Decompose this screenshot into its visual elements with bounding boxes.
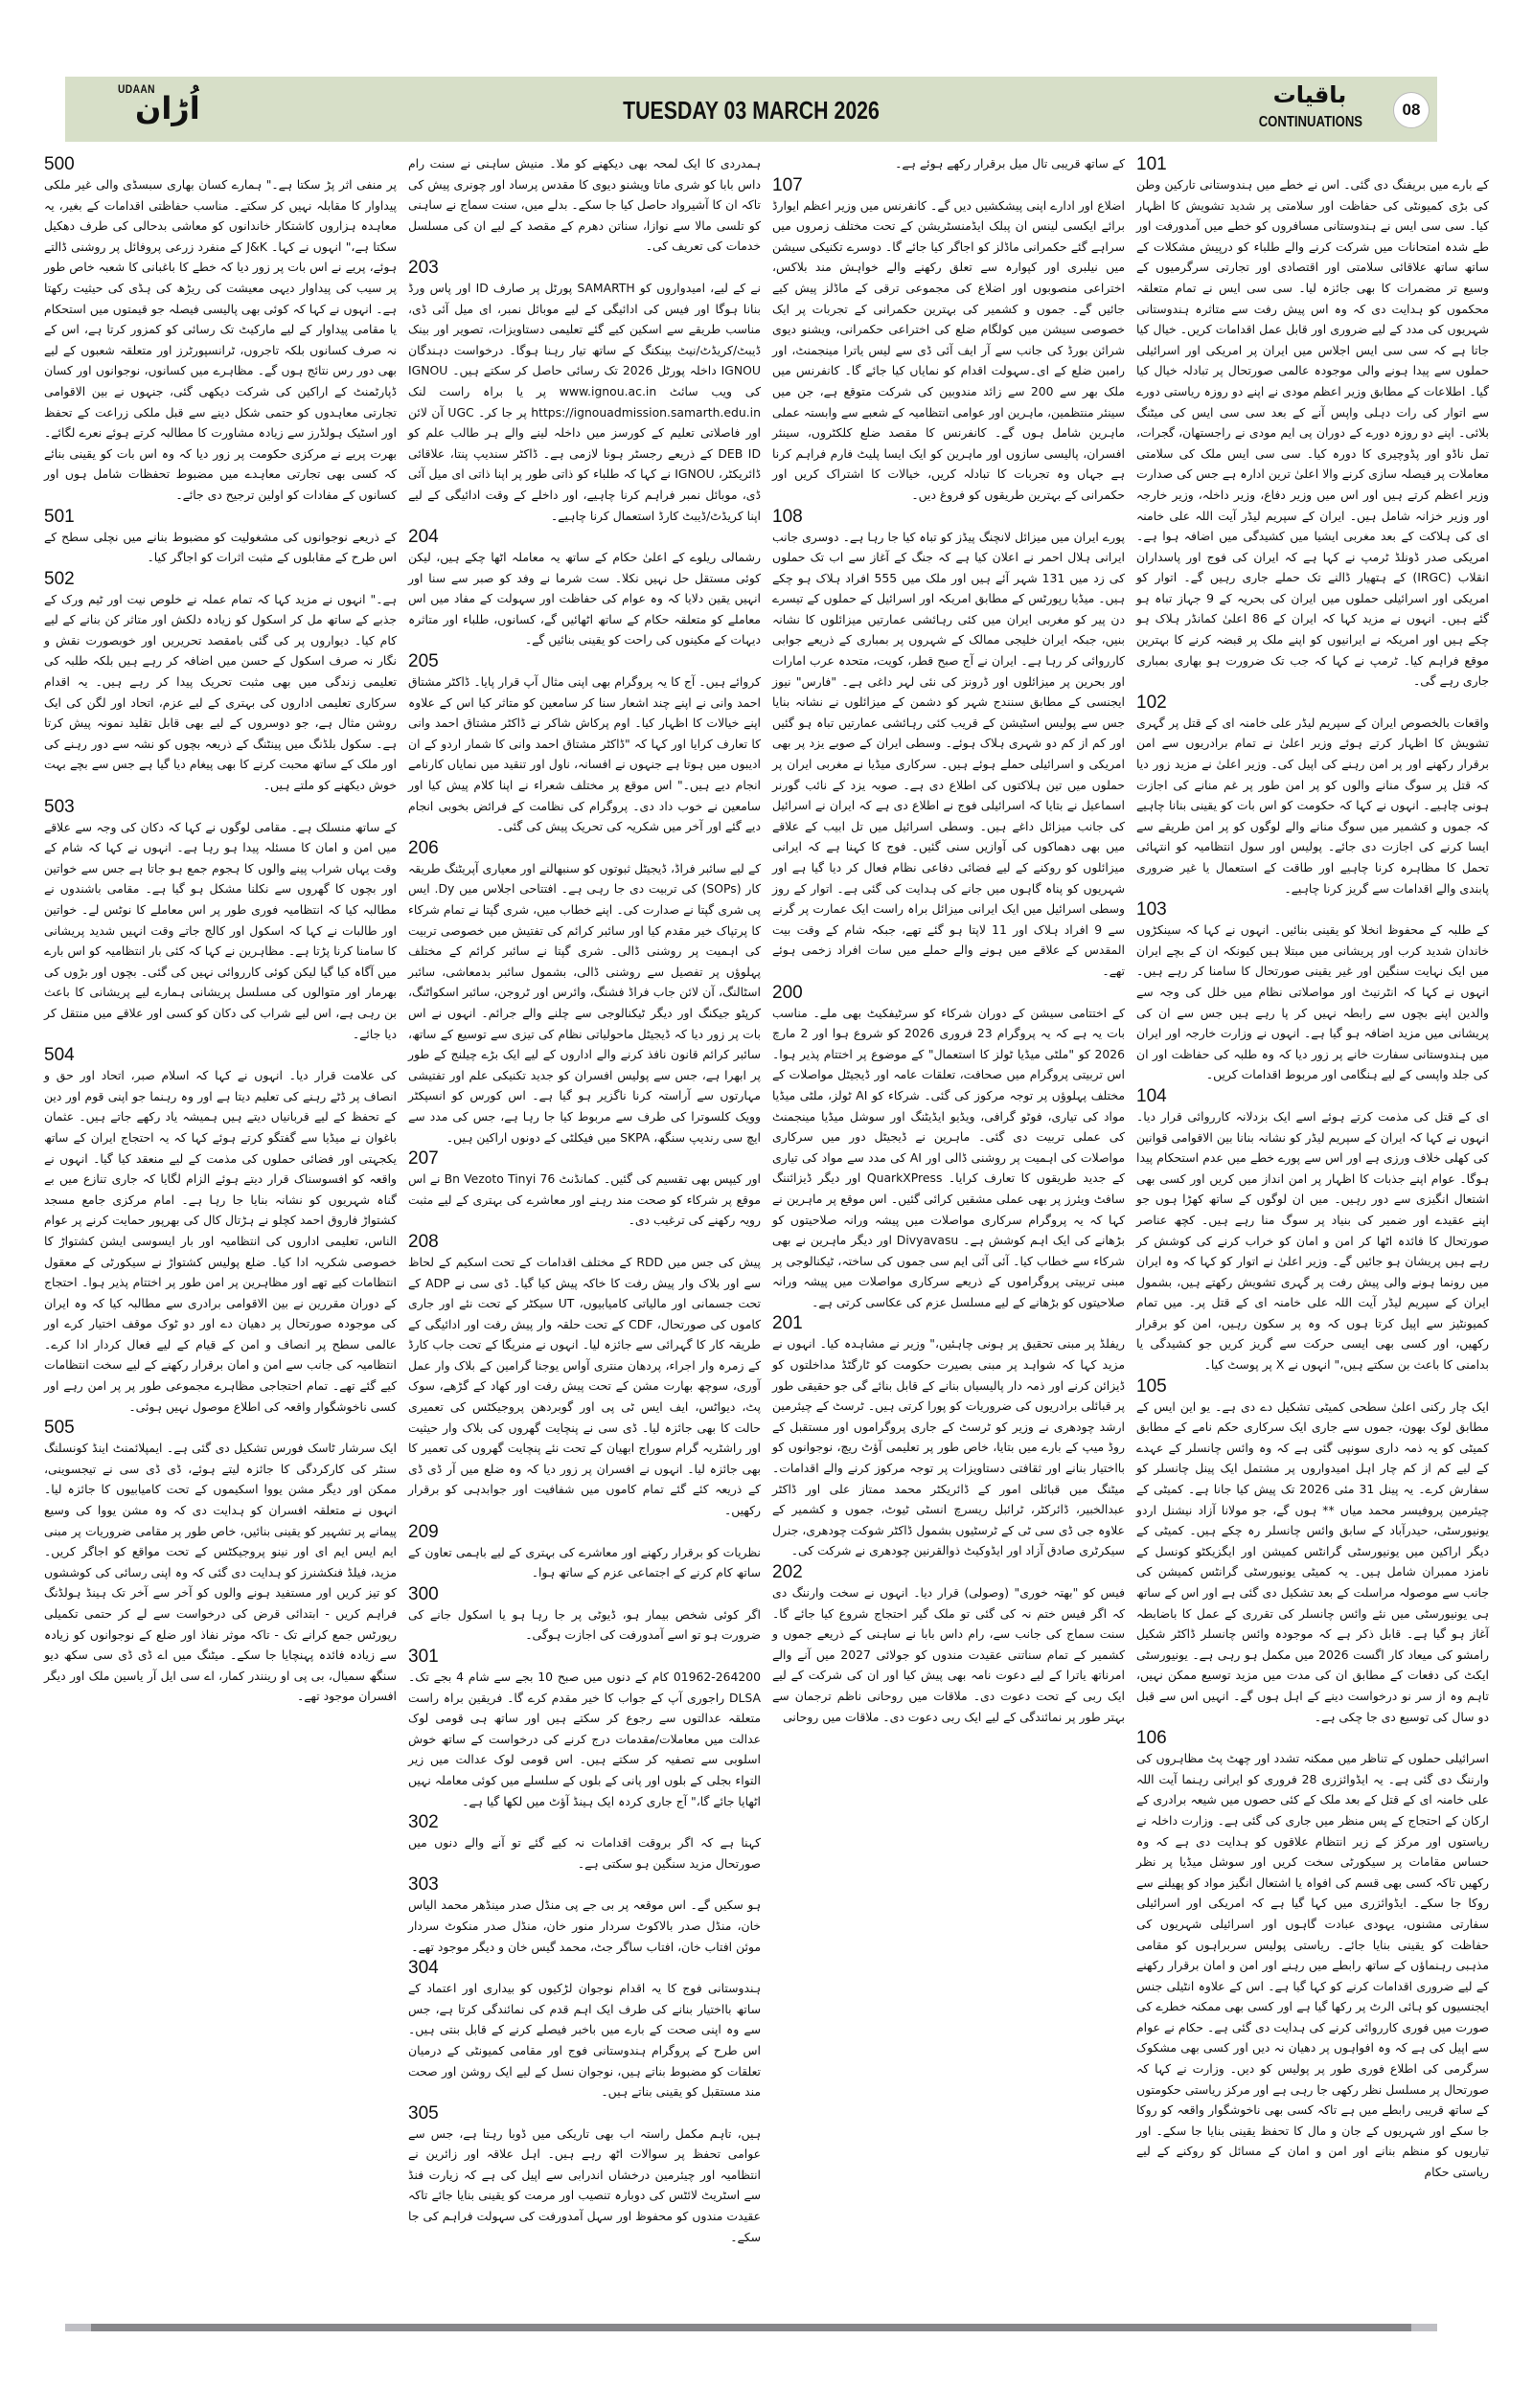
continuation-text: اسرائیلی حملوں کے تناظر میں ممکنہ تشدد اور چھٹ پٹ مظاہروں کی وارننگ دی گئی ہے۔ یہ ایڈوائزری 28 فروری کو ایرانی رہنما آیت اللہ علی خامنہ ای کے قتل کے بعد ملک کے کئی حصوں میں شیعہ برادری کے ارکان کے احتجاج کے پس منظر میں جاری کی گئی ہے۔ وزارت داخلہ نے ریاستوں اور مرکز کے زیر انتظام علاقوں کو ہدایت دی ہے کہ وہ حساس مقامات پر سیکورٹی سخت کریں اور سوشل میڈیا پر نظر رکھیں تاکہ کسی بھی قسم کی افواہ یا اشتعال انگیز مواد کو پھیلنے سے روکا جا سکے۔ ایڈوائزری میں کہا گیا ہے کہ امریکی اور اسرائیلی سفارتی مشنوں، یہودی عبادت گاہوں اور اسرائیلی شہریوں کی حفاظت کو یقینی بنایا جائے۔ ریاستی پولیس سربراہوں کو مقامی مذہبی رہنماؤں کے ساتھ رابطے میں رہنے اور امن و امان برقرار رکھنے کے لیے ضروری اقدامات کرنے کو کہا گیا ہے۔ اس کے علاوہ انٹیلی جنس ایجنسیوں کو ہائی الرٹ پر رکھا گیا ہے اور کسی بھی ممکنہ خطرے کی صورت میں فوری کارروائی کرنے کی ہدایت دی گئی ہے۔ حکام نے عوام سے اپیل کی ہے کہ وہ افواہوں پر دھیان نہ دیں اور کسی بھی مشکوک سرگرمی کی اطلاع فوری طور پر پولیس کو دیں۔ وزارت نے کہا کہ صورتحال پر مسلسل نظر رکھی جا رہی ہے اور مرکز ریاستی حکومتوں کے ساتھ قریبی رابطے میں ہے تاکہ کسی بھی ناخوشگوار واقعہ کو روکا جا سکے اور شہریوں کے جان و مال کا تحفظ یقینی بنایا جا سکے۔ اور تیاریوں کو منظم بنانے اور امن و امان کے مسائل کو روکنے کے لیے ریاستی حکام [1136,1751,1489,2180]
continuation-number: 302 [408,1812,439,1833]
continuation-text: کہنا ہے کہ اگر بروقت اقدامات نہ کیے گئے تو آنے والے دنوں میں صورتحال مزید سنگین ہو سکتی ہے۔ [408,1835,761,1871]
continuation-text: اگر کوئی شخص بیمار ہو، ڈیوٹی پر جا رہا ہو یا اسکول جانے کی ضرورت ہو تو اسے آمدورفت کی اجازت ہوگی۔ [408,1606,761,1643]
continuation-text: ریفلڈ پر مبنی تحقیق پر ہونی چاہئیں،" وزیر نے مشاہدہ کیا۔ انہوں نے مزید کہا کہ شواہد پر مبنی بصیرت حکومت کو ٹارگٹڈ مداخلتوں کو ڈیزائن کرنے اور ذمہ دار پالیسیاں بنانے کے قابل بنائے گی جو حقیقی طور پر قبائلی برادریوں کی ضروریات کو پورا کرتی ہیں۔ ٹرسٹ کے چیئرمین ارشد چودھری نے وزیر کو ٹرسٹ کے جاری پروگراموں اور مستقبل کے روڈ میپ کے بارے میں بتایا، خاص طور پر تعلیمی آؤٹ ریچ، نوجوانوں کو بااختیار بنانے اور ثقافتی دستاویزات پر توجہ مرکوز کرنے والے اقدامات۔ میٹنگ میں قبائلی امور کے ڈائریکٹر محمد ممتاز علی اور ڈاکٹر عبدالخبیر، ڈائرکٹر، ٹرائبل ریسرچ انسٹی ٹیوٹ، جموں و کشمیر کے علاوہ جی ڈی سی ٹی کے ٹرسٹیوں بشمول ڈاکٹر شوکت چودھری، جنرل سیکرٹری صادق آزاد اور ایڈوکیٹ ذوالقرنین چودھری نے شرکت کی۔ [772,1336,1125,1558]
continuation-text: پورے ایران میں میزائل لانچنگ پیڈز کو تباہ کیا جا رہا ہے۔ دوسری جانب ایرانی ہلال احمر نے اعلان کیا ہے کہ جنگ کے آغاز سے اب تک حملوں کی زد میں 131 شہر آئے ہیں اور ملک میں 555 افراد ہلاک ہو چکے ہیں۔ میڈیا رپورٹس کے مطابق امریکہ اور اسرائیل کے حملوں کے تیسرے دن پیر کو مغربی ایران میں کئی رہائشی عمارتیں میزائلوں کا نشانہ بنیں، جبکہ ایران خلیجی ممالک کے شہروں پر بمباری کے ذریعے جوابی کارروائی کر رہا ہے۔ ایران نے آج صبح قطر، کویت، متحدہ عرب امارات اور بحرین پر میزائلوں اور ڈرونز کی نئی لہر داغی ہے۔ "فارس" نیوز ایجنسی کے مطابق سنندج شہر کو دشمن کے میزائلوں نے نشانہ بنایا جس سے پولیس اسٹیشن کے قریب کئی رہائشی عمارتیں تباہ ہو گئیں اور کم از کم دو شہری ہلاک ہوئے۔ وسطی ایران کے صوبے یزد پر بھی امریکی و اسرائیلی حملے ہوئے ہیں۔ سرکاری میڈیا نے مغربی ایران پر حملوں میں تین ہلاکتوں کی اطلاع دی ہے۔ صوبہ یزد کے نائب گورنر اسماعیل نے بتایا کہ اسرائیلی فوج نے اطلاع دی ہے کہ ایران نے اسرائیل کی جانب میزائل داغے ہیں۔ وسطی اسرائیل میں تل ابیب کے علاقے میں بھی دھماکوں کی آوازیں سنی گئیں۔ فوج کا کہنا ہے کہ ایرانی میزائلوں کو روکنے کے لیے فضائی دفاعی نظام فعال کر دیا گیا ہے اور شہریوں کو پناہ گاہوں میں جانے کی ہدایت کی گئی ہے۔ اتوار کے روز وسطی اسرائیل میں ایک ایرانی میزائل براہ راست ایک عمارت پر گرنے سے 9 افراد ہلاک اور 11 لاپتا ہو گئے تھے، جبکہ شام کے وقت بیت المقدس کے علاقے میں ہونے والے حملے میں سات افراد زخمی ہوئے تھے۔ [772,529,1125,978]
continuation-text: کے ساتھ منسلک ہے۔ مقامی لوگوں نے کہا کہ دکان کی وجہ سے علاقے میں امن و امان کا مسئلہ پیدا ہو رہا ہے۔ انہوں نے کہا کہ شام کے وقت یہاں شراب پینے والوں کا ہجوم جمع ہو جاتا ہے جس سے خواتین اور بچوں کا گھروں سے نکلنا مشکل ہو گیا ہے۔ مقامی باشندوں نے مطالبہ کیا کہ انتظامیہ فوری طور پر اس معاملے کا نوٹس لے۔ خواتین اور طالبات نے کہا کہ اسکول اور کالج جاتے وقت انہیں شدید پریشانی کا سامنا کرنا پڑتا ہے۔ مظاہرین نے کہا کہ کئی بار انتظامیہ کو اس بارے میں آگاہ کیا گیا لیکن کوئی کارروائی نہیں کی گئی۔ بچوں اور بڑوں کی بھرمار اور متوالوں کی مسلسل پریشانی ہمارے لیے پریشانی کا باعث بن رہی ہے، اس لیے شراب کی دکان کو کسی اور علاقے میں منتقل کر دیا جائے۔ [44,819,397,1041]
continuation-number: 101 [1136,154,1167,174]
column-1 [1131,153,1495,2284]
continuation-number: 106 [1136,1728,1167,1749]
continuation-text: کروائے ہیں۔ آج کا یہ پروگرام بھی اپنی مثال آپ قرار پایا۔ ڈاکٹر مشتاق احمد وانی نے اپنے چند اشعار سنا کر سامعین کو متاثر کیا اس کے علاوہ اپنے خیالات کا اظہار کیا۔ اوم پرکاش شاکر نے ڈاکٹر مشتاق احمد وانی کا تعارف کرایا اور کہا کہ "ڈاکٹر مشتاق احمد وانی کا شمار اردو کے ان ادیبوں میں ہوتا ہے جنہوں نے افسانہ، ناول اور تنقید میں نمایاں کارنامے انجام دیے ہیں۔" اس موقع پر مختلف شعراء نے اپنا کلام پیش کیا اور سامعین نے خوب داد دی۔ پروگرام کی نظامت کے فرائض بخوبی انجام دیے گئے اور آخر میں شکریہ کی تحریک پیش کی گئی۔ [408,674,761,834]
continuation-number: 503 [44,796,75,817]
continuation-number: 505 [44,1418,75,1439]
continuation-number: 102 [1136,692,1167,713]
continuation-text: کے اختتامی سیشن کے دوران شرکاء کو سرٹیفکیٹ بھی ملے۔ مناسب بات یہ ہے کہ یہ پروگرام 23 فروری 2026 کو شروع ہوا اور 2 مارچ 2026 کو "ملٹی میڈیا ٹولز کا استعمال" کے موضوع پر اختتام پذیر ہوا۔ اس تربیتی پروگرام میں صحافت، تعلقات عامہ اور ڈیجیٹل مواصلات کے مختلف پہلوؤں پر توجہ مرکوز کی گئی۔ شرکاء کو AI ٹولز، ملٹی میڈیا مواد کی تیاری، فوٹو گرافی، ویڈیو ایڈیٹنگ اور سوشل میڈیا مینجمنٹ کی عملی تربیت دی گئی۔ ماہرین نے ڈیجیٹل دور میں سرکاری مواصلات کی اہمیت پر روشنی ڈالی اور AI کی مدد سے مواد کی تیاری کے جدید طریقوں کا تعارف کرایا۔ QuarkXPress اور دیگر ڈیزائننگ سافٹ ویئرز پر بھی عملی مشقیں کرائی گئیں۔ اس موقع پر ماہرین نے کہا کہ یہ پروگرام سرکاری مواصلات میں پیشہ ورانہ صلاحیتوں کو بڑھانے کی ایک اہم کوشش ہے۔ Divyavasu اور دیگر ماہرین نے بھی شرکاء سے خطاب کیا۔ آئی آئی ایم سی جموں کی ساختہ، ٹیکنالوجی پر مبنی تربیتی پروگراموں کے ذریعے سرکاری مواصلات میں پیشہ ورانہ صلاحیتوں کو بڑھانے کے لیے مسلسل عزم کی عکاسی کرتی ہے۔ [772,1005,1126,1309]
continuation-number: 203 [408,257,439,278]
continuation-number: 303 [408,1874,439,1896]
continuation-text: اضلاع اور ادارے اپنی پیشکشیں دیں گے۔ کانفرنس میں وزیر اعظم ایوارڈ برائے ایکسی لینس ان پبلک ایڈمنسٹریشن کے تحت مختلف زمروں میں سراہے گئے حکمرانی ماڈلز کو اجاگر کیا جائے گا۔ دوسرے تکنیکی سیشن میں نیلبری اور کپوارہ سے تعلق رکھنے والے خواہش مند بلاکس، اختراعی منصوبوں اور اضلاع کی مجموعی ترقی کے ماڈلز پیش کیے جائیں گے۔ جموں و کشمیر کی بہترین حکمرانی کے تجربات پر ایک خصوصی سیشن میں کولگام ضلع کی اختراعی حکمرانی، ویشنو دیوی شرائن بورڈ کی جانب سے آر ایف آئی ڈی سے لیس یاترا مینجمنٹ، اور رامبن ضلع کے ای۔سہولت اقدام کو نمایاں کیا جائے گا۔ کانفرنس میں ملک بھر سے 200 سے زائد مندوبین کی شرکت متوقع ہے، جن میں سینئر منتظمین، ماہرین اور عوامی انتظامیہ کے شعبے سے وابستہ عملی ماہرین شامل ہوں گے۔ کانفرنس کا مقصد ضلع کلکٹروں، سینئر افسران، پالیسی سازوں اور ماہرین کو ایک ایسا پلیٹ فارم فراہم کرنا ہے جہاں وہ تجربات کا تبادلہ کریں، خیالات کا اشتراک کریں اور حکمرانی کے بہترین طریقوں کو فروغ دیں۔ [772,197,1125,502]
continuation-text: نظریات کو برقرار رکھنے اور معاشرے کی بہتری کے لیے باہمی تعاون کے ساتھ کام کرنے کے اجتماعی عزم کے ساتھ ہوا۔ [408,1544,761,1580]
continuation-text: واقعات بالخصوص ایران کے سپریم لیڈر علی خامنہ ای کے قتل پر گہری تشویش کا اظہار کرتے ہوئے وزیر اعلیٰ نے تمام برادریوں سے امن برقرار رکھنے اور پر امن رہنے کی اپیل کی۔ وزیر اعلیٰ نے مزید زور دیا کہ قتل پر سوگ منانے والوں کو پر امن طور پر غم منانے کی اجازت ہونی چاہیے۔ انہوں نے کہا کہ حکومت کو اس بات کو یقینی بنانا چاہیے کہ جموں و کشمیر میں سوگ منانے والے لوگوں کو پر امن طریقے سے ایسا کرنے کی اجازت دی جائے۔ پولیس اور سول انتظامیہ کو انتہائی تحمل کا مظاہرہ کرنا چاہیے اور طاقت کے استعمال یا غیر ضروری پابندی والے اقدامات سے گریز کرنا چاہیے۔ [1136,715,1489,896]
continuation-text: پیش کی جس میں RDD کے مختلف اقدامات کے تحت اسکیم کے لحاظ سے اور بلاک وار پیش رفت کا خاکہ پیش کیا گیا۔ ڈی سی نے ADP کے تحت جسمانی اور مالیاتی کامیابیوں، UT سیکٹر کے تحت نئے اور جاری کاموں کی صورتحال، CDF کے تحت حلقہ وار پیش رفت اور ادائیگی کے طریقہ کار کا گہرائی سے جائزہ لیا۔ انہوں نے منریگا کے تحت جاب کارڈ کے زمرہ وار اجراء، پردھان منتری آواس یوجنا گرامین کے بلاک وار عمل آوری، سوچھ بھارت مشن کے تحت پیش رفت اور کھاد کے گڑھے، سوک پٹ، دیواٹس، ایف ایس ٹی پی اور گوبردھن پروجیکٹس کی تعمیری حالت کا بھی جائزہ لیا۔ ڈی سی نے پنچایت گھروں کی بلاک وار حیثیت اور راشٹریہ گرام سوراج ابھیان کے تحت نئے پنچایت گھروں کی تعمیر کا بھی جائزہ لیا۔ انہوں نے افسران پر زور دیا کہ وہ ضلع میں آر ڈی ڈی کے ذریعہ کئے گئے تمام کاموں میں شفافیت اور جوابدہی کو برقرار رکھیں۔ [408,1254,761,1518]
continuation-text: نے کے لیے، امیدواروں کو SAMARTH پورٹل پر صارف ID اور پاس ورڈ بنانا ہوگا اور فیس کی ادائیگی کے لیے موبائل نمبر، ای میل آئی ڈی، مناسب طریقے سے اسکین کیے گئے تعلیمی دستاویزات، تصویر اور بینک ڈیبٹ/کریڈٹ/نیٹ بینکنگ کے ساتھ تیار رہنا ہوگا۔ درخواست دہندگان IGNOU داخلہ پورٹل 2026 تک رسائی حاصل کر سکتے ہیں۔ IGNOU کی ویب سائٹ www.ignou.ac.in پر یا براہ راست لنک https://ignouadmission.samarth.edu.in پر جا کر۔ UGC آن لائن اور فاصلاتی تعلیم کے کورسز میں داخلہ لینے والے ہر طالب علم کو DEB ID کے ذریعے رجسٹر ہونا لازمی ہے۔ ڈاکٹر سندیپ پنتا، علاقائی ڈائریکٹر، IGNOU نے کہا کہ طلباء کو ذاتی طور پر اپنا ذاتی ای میل آئی ڈی، موبائل نمبر فراہم کرنا چاہیے، اور داخلے کے وقت ادائیگی کے لیے اپنا کریڈٹ/ڈیبٹ کارڈ استعمال کرنا چاہیے۔ [408,280,761,523]
continuation-number: 201 [772,1313,803,1334]
footer-bar-inner [91,2324,1411,2331]
continuation-number: 501 [44,506,75,527]
continuation-text: پر منفی اثر پڑ سکتا ہے۔" ہمارے کسان بھاری سبسڈی والی غیر ملکی پیداوار کا مقابلہ نہیں کر سکتے۔ مناسب حفاظتی اقدامات کے بغیر، یہ معاہدہ ہزاروں کاشتکار خاندانوں کو معاشی بدحالی کی طرف دھکیل سکتا ہے،" انہوں نے کہا۔ J&K کے منفرد زرعی پروفائل پر روشنی ڈالتے ہوئے، پریے نے اس بات پر زور دیا کہ خطے کا باغبانی کا شعبہ خاص طور پر سیب کی پیداوار دیہی معیشت کی ریڑھ کی ہڈی کی حیثیت رکھتا ہے۔ انہوں نے کہا کہ کوئی بھی پالیسی فیصلہ جو قیمتوں میں استحکام یا مقامی پیداوار کے لیے مارکیٹ تک رسائی کو کمزور کرتا ہے، اس کے نہ صرف کسانوں بلکہ تاجروں، ٹرانسپورٹرز اور متعلقہ شعبوں کے لیے بھی دور رس نتائج ہوں گے۔ مظاہرے میں کسانوں، نوجوانوں اور کسان ڈپارٹمنٹ کے اراکین کی شرکت دیکھی گئی، جنہوں نے بین الاقوامی تجارتی معاہدوں کو حتمی شکل دینے سے قبل ملکی زراعت کے تحفظ اور اسٹیک ہولڈرز سے زیادہ مشاورت کا مطالبہ کرتے ہوئے نعرے لگائے۔ بھرت پریے نے مرکزی حکومت پر زور دیا کہ وہ اس بات کو یقینی بنائے کہ کسی بھی تجارتی معاہدے میں مضبوط تحفظات شامل ہوں اور کسانوں کے مفادات کو اولین ترجیح دی جائے۔ [44,177,397,502]
continuation-number: 205 [408,651,439,672]
column-4 [38,153,402,2284]
continuation-number: 300 [408,1583,439,1604]
continuation-number: 208 [408,1231,439,1252]
continuation-text: ایک سرشار ٹاسک فورس تشکیل دی گئی ہے۔ ایمپلائمنٹ اینڈ کونسلنگ سنٹر کی کارکردگی کا جائزہ لیتے ہوئے، ڈی ڈی سی نے تیجسوینی، ممکن اور دیگر مشن یووا اسکیموں کے تحت کامیابیوں کا جائزہ لیا۔ انہوں نے متعلقہ افسران کو ہدایت دی کہ وہ مشن یووا کی وسیع پیمانے پر تشہیر کو یقینی بنائیں، خاص طور پر مقامی ضروریات پر مبنی ایم ایس ایم ای اور نینو پروجیکٹس کے تحت مواقع کو اجاگر کریں۔ مزید، فیلڈ فنکشنرز کو ہدایت دی گئی کہ وہ اپنی رسائی کی کوششوں کو تیز کریں اور مستفید ہونے والوں کو آخر سے آخر تک ہینڈ ہولڈنگ فراہم کریں - ابتدائی قرض کی درخواست سے لے کر حتمی تکمیلی رپورٹس جمع کرانے تک - تاکہ موثر نفاذ اور ضلع کے نوجوانوں کو زیادہ سے زیادہ فائدہ پہنچایا جا سکے۔ میٹنگ میں اے ڈی ڈی سی سکھ دیو سنگھ سمیال، بی پی او رینندر کمار، اے سی ایل آر یاسین ملک اور دیگر افسران موجود تھے۔ [44,1441,397,1704]
section-title [1247,79,1372,132]
logo-english: UDAAN [118,82,155,96]
page-number-badge: 08 [1393,92,1430,128]
continuation-number: 502 [44,568,75,589]
continuation-text: کی علامت قرار دیا۔ انہوں نے کہا کہ اسلام صبر، اتحاد اور حق و انصاف پر ڈٹے رہنے کی تعلیم دیتا ہے اور وہ رہنما جو اپنی قوم اور دین کے تحفظ کے لیے قربانیاں دیتے ہیں ہمیشہ یاد رکھے جاتے ہیں۔ عثمان باغوان نے میڈیا سے گفتگو کرتے ہوئے کہا کہ یہ احتجاج ایران کے ساتھ یکجہتی اور فضائی حملوں کی مذمت کے لیے منعقد کیا گیا۔ انہوں نے واقعہ کو افسوسناک قرار دیتے ہوئے الزام لگایا کہ جاری تنازع میں بے گناہ شہریوں کو نشانہ بنایا جا رہا ہے۔ امام مرکزی جامع مسجد کشتواڑ فاروق احمد کچلو نے ہڑتال کال کی بھرپور حمایت کرنے پر عوام الناس، تعلیمی اداروں کی انتظامیہ اور بار ایسوسی ایشن کشتواڑ کا خصوصی شکریہ ادا کیا۔ ضلع پولیس کشتواڑ نے سیکورٹی کے معقول انتظامات کیے تھے اور مظاہرین پر امن طور پر اختتام پذیر ہوا۔ احتجاج کے دوران مقررین نے بین الاقوامی برادری سے مطالبہ کیا کہ وہ ایران کی موجودہ صورتحال پر دھیان دے اور دو ٹوک موقف اختیار کرے اور عالمی سطح پر انصاف و امن کے قیام کے لیے فعال کردار ادا کرے۔ انتظامیہ کی جانب سے امن و امان برقرار رکھنے کے لیے سخت انتظامات کیے گئے تھے۔ تمام احتجاجی مظاہرے مجموعی طور پر پر امن رہے اور کسی ناخوشگوار واقعہ کی اطلاع موصول نہیں ہوئی۔ [44,1068,397,1414]
continuation-text: کے لیے سائبر فراڈ، ڈیجیٹل ثبوتوں کو سنبھالنے اور معیاری آپریٹنگ طریقہ کار (SOPs) کی تربیت دی جا رہی ہے۔ افتتاحی اجلاس میں Dy. ایس پی شری گپتا نے صدارت کی۔ اپنے خطاب میں، شری گپتا نے تمام شرکاء کا پرتپاک خیر مقدم کیا اور سائبر کرائم کی تفتیش میں خصوصی تربیت کی اہمیت پر روشنی ڈالی۔ شری گپتا نے سائبر کرائم کے مختلف پہلوؤں پر تفصیل سے روشنی ڈالی، بشمول سائبر بدمعاشی، سائبر اسٹالنگ، آن لائن جاب فراڈ فشنگ، وائرس اور ٹروجن، سائبر اسکواٹنگ، کرپٹو جیکنگ اور دیگر ٹیکنالوجی سے چلنے والے جرائم۔ انہوں نے اس بات پر زور دیا کہ ڈیجیٹل ماحولیاتی نظام کی تیزی سے توسیع کے ساتھ، سائبر کرائم قانون نافذ کرنے والے اداروں کے لیے ایک بڑے چیلنج کے طور پر ابھرا ہے، جس سے پولیس افسران کو جدید تکنیکی علم اور تفتیشی مہارتوں سے آراستہ کرنا ناگزیر ہو گیا ہے۔ اس کورس کو انسپکٹر وویک کلسوترا کی طرف سے مربوط کیا جا رہا ہے، جس کی مدد سے ایچ سی رندیپ سنگھ، SKPA میں فیکلٹی کے دونوں اراکین ہیں۔ [408,860,762,1145]
continuation-text: کے طلبہ کے محفوظ انخلا کو یقینی بنائیں۔ انہوں نے کہا کہ سینکڑوں خاندان شدید کرب اور پریشانی میں مبتلا ہیں کیونکہ ان کے بچے ایران میں ایک نہایت سنگین اور غیر یقینی صورتحال کا سامنا کر رہے ہیں۔ انہوں نے کہا کہ انٹرنیٹ اور مواصلاتی نظام میں خلل کی وجہ سے والدین اپنے بچوں سے رابطہ نہیں کر پا رہے ہیں جس سے ان کی پریشانی میں مزید اضافہ ہو گیا ہے۔ انہوں نے وزارت خارجہ اور ایران میں ہندوستانی سفارت خانے پر زور دیا کہ وہ طلبہ کی حفاظت اور ان کی جلد واپسی کے لیے ہنگامی اور مربوط اقدامات کریں۔ [1136,922,1489,1082]
continuation-text: کے ذریعے نوجوانوں کی مشغولیت کو مضبوط بنانے میں نچلی سطح کے اس طرح کے مقابلوں کے مثبت اثرات کو اجاگر کیا۔ [44,529,397,565]
continuation-text: ہیں، تاہم مکمل راستہ اب بھی تاریکی میں ڈوبا رہتا ہے، جس سے عوامی تحفظ پر سوالات اٹھ رہے ہیں۔ اہل علاقہ اور زائرین نے انتظامیہ اور چیئرمین درخشاں اندرابی سے اپیل کی ہے کہ زیارت فنڈ سے اسٹریٹ لائٹس کی دوبارہ تنصیب اور مرمت کو یقینی بنایا جائے تاکہ عقیدت مندوں کو محفوظ اور سہل آمدورفت کی سہولت فراہم کی جا سکے۔ [408,2125,761,2244]
continuation-number: 304 [408,1958,439,1979]
continuation-number: 207 [408,1148,439,1170]
footer-bar [65,2324,1437,2331]
continuation-number: 108 [772,506,803,527]
continuation-text: ہندوستانی فوج کا یہ اقدام نوجوان لڑکیوں کو بیداری اور اعتماد کے ساتھ بااختیار بنانے کی طرف ایک اہم قدم کی نمائندگی کرتا ہے، جس سے وہ اپنی صحت کے بارے میں باخبر فیصلے کرنے کے قابل بنتی ہیں۔ اس طرح کے پروگرام ہندوستانی فوج اور مقامی کمیونٹی کے درمیان تعلقات کو مضبوط بناتے ہیں، نوجوان نسل کے لیے ایک روشن اور صحت مند مستقبل کو یقینی بناتے ہیں۔ [408,1981,761,2100]
continuation-number: 103 [1136,899,1167,920]
article-columns [38,153,1495,2284]
continuation-text: ہمدردی کا ایک لمحہ بھی دیکھنے کو ملا۔ منیش ساہنی نے سنت رام داس بابا کو شری ماتا ویشنو دیوی کا مقدس پرساد اور چونری پیش کی تاکہ ان کا آشیرواد حاصل کیا جا سکے۔ بدلے میں، سنت سماج نے ساہنی کو تلسی مالا سے نوازا، سناتن دھرم کے مقصد کے لیے ان کی مسلسل خدمات کی تعریف کی۔ [408,156,761,254]
continuation-text: ایک چار رکنی اعلیٰ سطحی کمیٹی تشکیل دے دی ہے۔ یو این ایس کے مطابق لوک بھون، جموں سے جاری ایک سرکاری حکم نامے کے مطابق کمیٹی کو یہ ذمہ داری سونپی گئی ہے کہ وہ وائس چانسلر کے عہدے کے لیے کم از کم چار اہل امیدواروں پر مشتمل ایک پینل چانسلر کو سفارش کرے۔ یہ پینل 31 مئی 2026 تک پیش کیا جانا ہے۔ کمیٹی کے چیئرمین پروفیسر محمد میاں ** ہوں گے، جو مولانا آزاد نیشنل اردو یونیورسٹی، حیدرآباد کے سابق وائس چانسلر رہ چکے ہیں۔ کمیٹی کے دیگر اراکین میں یونیورسٹی گرانٹس کمیشن اور ایگزیکٹو کونسل کے نامزد ممبران شامل ہیں۔ یہ کمیٹی یونیورسٹی گرانٹس کمیشن کی جانب سے موصولہ مراسلت کے بعد تشکیل دی گئی ہے اور اس کے ساتھ ہی یونیورسٹی میں نئے وائس چانسلر کی تقرری کے عمل کا باضابطہ آغاز ہو گیا ہے۔ قابل ذکر ہے کہ موجودہ وائس چانسلر ڈاکٹر شکیل رامشو کی میعاد کار اگست 2026 میں مکمل ہو رہی ہے۔ یونیورسٹی ایکٹ کی دفعات کے مطابق ان کی مدت میں مزید توسیع ممکن نہیں، تاہم وہ از سر نو درخواست دینے کے اہل ہوں گے۔ انہیں اس سے قبل دو سال کی توسیع دی جا چکی ہے۔ [1136,1398,1489,1724]
continuation-text: کے بارے میں بریفنگ دی گئی۔ اس نے خطے میں ہندوستانی تارکین وطن کی بڑی کمیونٹی کی حفاظت اور سلامتی پر شدید تشویش کا اظہار کیا۔ سی سی ایس نے ہندوستانی مسافروں کو خطے میں آمدورفت اور طے شدہ امتحانات میں شرکت کرنے والے طلباء کو درپیش مشکلات کے ساتھ ساتھ علاقائی سلامتی اور اقتصادی اور تجارتی سرگرمیوں کے وسیع تر مضمرات کا بھی جائزہ لیا۔ سی سی ایس نے تمام متعلقہ محکموں کو ہدایت دی کہ وہ اس پیش رفت سے متاثرہ ہندوستانی شہریوں کی مدد کے لیے ضروری اور قابل عمل اقدامات کریں۔ خیال کیا جاتا ہے کہ سی سی ایس اجلاس میں ایران پر امریکی اور اسرائیلی حملوں سے پیدا ہونے والی موجودہ عالمی صورتحال پر تبادلہ خیال کیا گیا۔ اطلاعات کے مطابق وزیر اعظم مودی نے اپنے دو روزہ ریاستی دورے سے اتوار کی رات دہلی واپس آنے کے بعد سی سی ایس کی میٹنگ بلائی۔ اپنے دو روزہ دورے کے دوران پی ایم مودی نے راجستھان، گجرات، تمل ناڈو اور پڈوچیری کا دورہ کیا۔ سی سی ایس ملک کی سلامتی معاملات پر فیصلہ سازی کرنے والا اعلیٰ ترین ادارہ ہے جس کی صدارت وزیر اعظم کرتے ہیں اور اس میں وزیر دفاع، وزیر داخلہ، وزیر خارجہ اور وزیر خزانہ شامل ہیں۔ ایران کے سپریم لیڈر آیت اللہ علی خامنہ ای کی ہلاکت کے بعد مغربی ایشیا میں کشیدگی میں اضافہ ہوا ہے۔ امریکی صدر ڈونلڈ ٹرمپ نے کہا ہے کہ ایران کی فوج اور پاسداران انقلاب (IRGC) کے ہتھیار ڈالنے تک حملے جاری رہیں گے۔ اتوار کو امریکی اور اسرائیلی حملوں میں ایران کی بحریہ کے 9 جہاز تباہ ہو گئے ہیں۔ انہوں نے مزید کہا کہ ایران کے 86 اعلیٰ کمانڈر ہلاک ہو چکے ہیں اور امریکہ نے ایرانیوں کو اپنے ملک پر قبضہ کرنے کا بہترین موقع فراہم کیا۔ ٹرمپ نے کہا کہ جب تک ضرورت ہو بھاری بمباری جاری رہے گی۔ [1136,177,1489,689]
continuation-text: ہو سکیں گے۔ اس موقعہ پر بی جے پی منڈل صدر مینڈھر محمد الیاس خان، منڈل صدر بالاکوٹ سردار منور خان، منڈل صدر منکوٹ سردار موئن افتاب خان، افتاب ساگر جٹ، محمد گیس خان و دیگر موجود تھے۔ [408,1897,761,1954]
continuation-number: 202 [772,1562,803,1582]
logo-urdu: اُڑان [135,90,200,126]
section-title-urdu: باقیات [1272,81,1347,108]
continuation-number: 301 [408,1647,439,1667]
masthead [65,77,1437,142]
continuation-number: 104 [1136,1085,1167,1106]
continuation-number: 209 [408,1521,439,1542]
column-2 [766,153,1131,2284]
issue-date: TUESDAY 03 MARCH 2026 [623,96,880,125]
continuation-number: 305 [408,2102,439,2124]
continuation-text: ای کے قتل کی مذمت کرتے ہوئے اسے ایک بزدلانہ کارروائی قرار دیا۔ انہوں نے کہا کہ ایران کے سپریم لیڈر کو نشانہ بنانا بین الاقوامی قوانین کی کھلی خلاف ورزی ہے اور اس سے پورے خطے میں عدم استحکام پیدا ہوگا۔ عوام اپنے جذبات کا اظہار پر امن انداز میں کریں اور کسی بھی اشتعال انگیزی سے دور رہیں۔ میں ان لوگوں کے ساتھ کھڑا ہوں جو اپنے عقیدے اور ضمیر کی بنیاد پر سوگ منا رہے ہیں۔ کچھ عناصر صورتحال کا فائدہ اٹھا کر امن و امان کو خراب کرنے کی کوشش کر رہے ہیں پریشان ہو جائیں گے۔ وزیر اعلیٰ نے اتوار کو کہا کہ وہ ایران میں رونما ہونے والی پیش رفت پر گہری تشویش رکھتے ہیں، بشمول ایران کے سپریم لیڈر آیت اللہ علی خامنہ ای کے قتل پر۔ میں تمام کمیونٹیز سے اپیل کرتا ہوں کہ وہ پر سکون رہیں، امن کو برقرار رکھیں، اور کسی بھی ایسی حرکت سے گریز کریں جو کشیدگی یا بدامنی کا باعث بن سکتے ہیں،" انہوں نے X پر پوسٹ کیا۔ [1136,1108,1489,1373]
continuation-text: 01962-264200 کام کے دنوں میں صبح 10 بجے سے شام 4 بجے تک۔ DLSA راجوری آپ کے جواب کا خیر مقدم کرے گا۔ فریقین براہ راست متعلقہ عدالتوں سے رجوع کر سکتے ہیں اور ساتھ ہی قومی لوک عدالت میں معاملات/مقدمات درج کرنے کی درخواست کے ساتھ خوش اسلوبی سے تصفیہ کر سکتے ہیں۔ اس قومی لوک عدالت میں زیر التواء بجلی کے بلوں اور پانی کے بلوں کے سلسلے میں کوئی معاملہ نہیں اٹھایا جائے گا،" آج جاری کردہ ایک ہینڈ آؤٹ میں لکھا گیا ہے۔ [408,1670,762,1808]
continuation-number: 105 [1136,1375,1167,1397]
continuation-text: فیس کو "بھتہ خوری" (وصولی) قرار دیا۔ انہوں نے سخت وارننگ دی کہ اگر فیس ختم نہ کی گئی تو ملک گیر احتجاج شروع کیا جائے گا۔ سنت سماج کی جانب سے، رام داس بابا نے ساہنی کے ذریعے جموں و کشمیر کے تمام سناتنی عقیدت مندوں کو جولائی 2027 میں آنے والے امرناتھ یاترا کے لیے دعوت نامہ بھی پیش کیا اور ان کی شرکت کے لیے ایک ربی کے تحت دعوت دی۔ ملاقات میں روحانی ناظم ترجمان سے بہتر طور پر نمائندگی کے لیے ایک ربی دعوت دی۔ ملاقات میں روحانی [772,1585,1125,1724]
continuation-number: 107 [772,174,803,195]
continuation-text: رشمالی ریلوے کے اعلیٰ حکام کے ساتھ یہ معاملہ اٹھا چکے ہیں، لیکن کوئی مستقل حل نہیں نکلا۔ ست شرما نے وفد کو صبر سے سنا اور انہیں یقین دلایا کہ وہ عوام کی حفاظت اور سہولت کے مفاد میں اس معاملے کو متعلقہ حکام کے ساتھ اٹھائیں گے، کسانوں، طلباء اور متاثرہ دیہات کے مکینوں کی راحت کو یقینی بنائیں گے۔ [408,550,761,647]
continuation-number: 200 [772,982,803,1003]
continuation-number: 206 [408,837,439,858]
column-3 [402,153,766,2284]
section-title-english: CONTINUATIONS [1258,114,1363,130]
continuation-text: کے ساتھ قریبی تال میل برقرار رکھے ہوئے ہے۔ [895,156,1125,170]
continuation-number: 204 [408,527,439,548]
continuation-text: ہے۔" انہوں نے مزید کہا کہ تمام عملہ نے خلوص نیت اور ٹیم ورک کے جذبے کے ساتھ مل کر اسکول کو زیادہ دلکش اور متاثر کن بنانے کے لیے کام کیا۔ دیواروں پر کی گئی بامقصد تحریریں اور خوبصورت نقش و نگار نہ صرف اسکول کے حسن میں اضافہ کر رہے ہیں بلکہ طلبہ کی تعلیمی زندگی میں بھی مثبت تحریک پیدا کر رہے ہیں۔ یہ اقدام سرکاری تعلیمی اداروں کی بہتری کے لیے عزم، اتحاد اور لگن کی ایک روشن مثال ہے، جو دوسروں کے لیے بھی قابل تقلید نمونہ پیش کرتا ہے۔ سکول بلڈنگ میں پینٹنگ کے ذریعہ بچوں کو نشہ سے دور رہنے کی اور ملک کے ساتھ محبت کرنے کا بھی پیغام دیا گیا ہے جس سے بچے بہت خوش دیکھنے کو ملتے ہیں۔ [44,591,397,793]
continuation-number: 504 [44,1045,75,1066]
continuation-number: 500 [44,154,75,174]
continuation-text: اور کیپس بھی تقسیم کی گئیں۔ کمانڈنٹ 76 Bn Vezoto Tinyi نے اس موقع پر شرکاء کو صحت مند رہنے اور معاشرے کی بہتری کے لیے مثبت رویہ رکھنے کی ترغیب دی۔ [408,1171,761,1228]
